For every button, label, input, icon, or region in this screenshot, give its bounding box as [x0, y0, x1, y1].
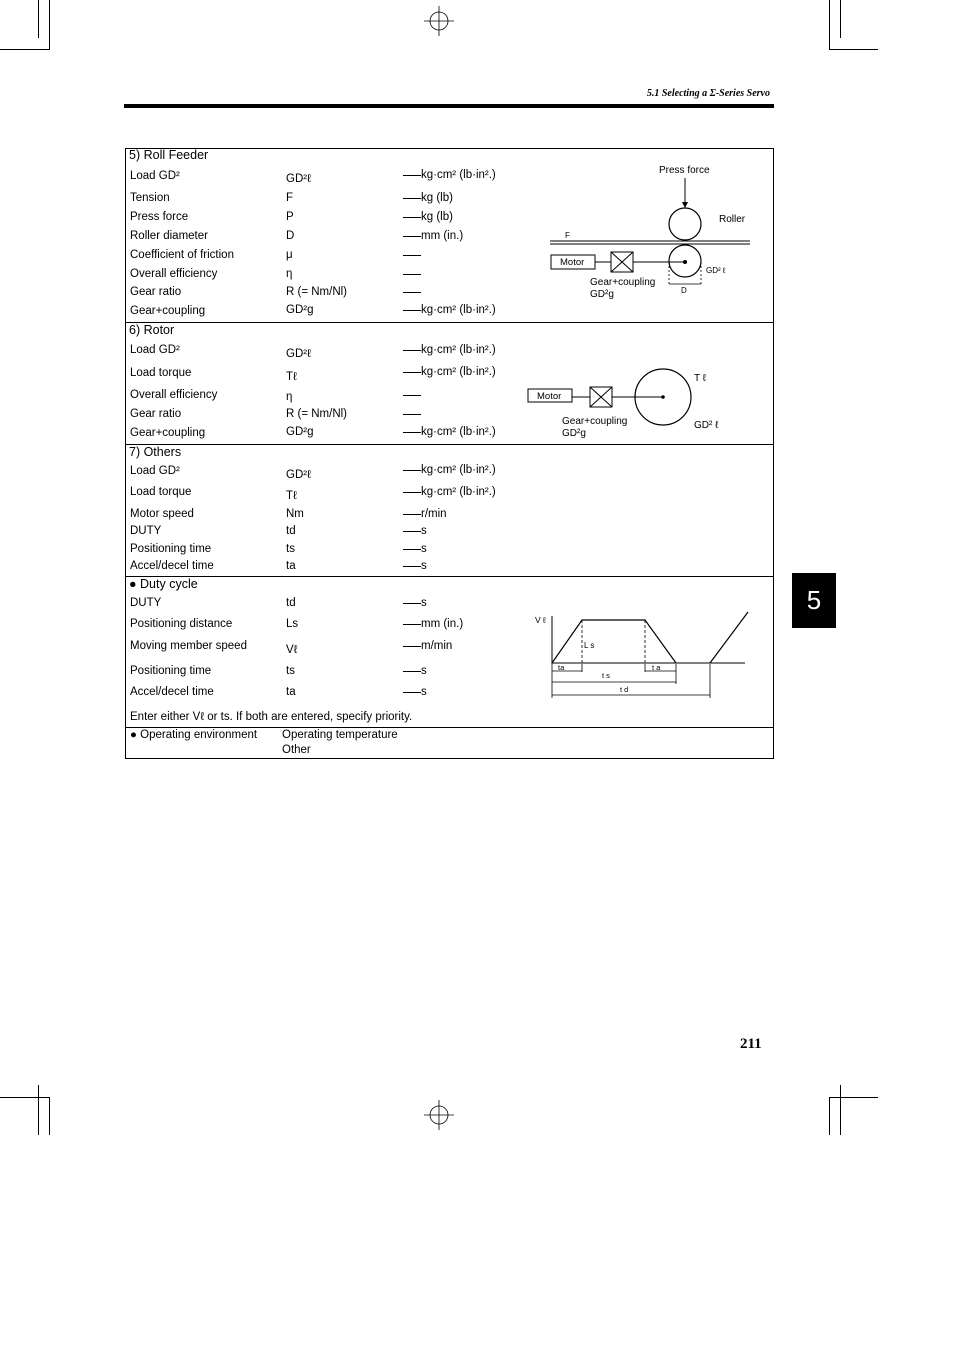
section-title-roll-feeder: 5) Roll Feeder [129, 148, 209, 162]
row-unit [403, 389, 421, 402]
row-symbol: GD²ℓ [286, 173, 311, 185]
gd-load-label: GD² ℓ [706, 266, 726, 275]
row-label: Gear+coupling [130, 305, 206, 317]
row-unit: kg (lb) [403, 211, 453, 224]
running-header: 5.1 Selecting a Σ-Series Servo [646, 88, 770, 99]
row-unit: kg·cm² (lb·in².) [403, 486, 496, 499]
row-symbol: Nm [286, 508, 304, 520]
upper-roller [669, 208, 701, 240]
registration-mark [424, 1100, 454, 1130]
section-title-duty-cycle: ● Duty cycle [129, 577, 198, 591]
section-divider [125, 576, 774, 577]
row-unit: kg·cm² (lb·in².) [403, 366, 496, 379]
row-unit: s [403, 525, 427, 538]
duty-cycle-note: Enter either Vℓ or ts. If both are entered, specify priority. [130, 711, 413, 723]
registration-mark [424, 6, 454, 36]
row-unit: s [403, 665, 427, 678]
positioning-time-label: t s [602, 671, 610, 680]
arrow-head [682, 202, 688, 208]
trapezoid-profile [552, 620, 676, 663]
diameter-label: D [681, 286, 687, 295]
section-title-others: 7) Others [129, 445, 182, 459]
row-symbol: td [286, 597, 296, 609]
row-symbol: ts [286, 543, 295, 555]
row-unit: s [403, 686, 427, 699]
row-label: Coefficient of friction [130, 249, 234, 261]
row-symbol: μ [286, 249, 293, 261]
row-symbol: ts [286, 665, 295, 677]
press-force-label: Press force [659, 165, 710, 176]
row-label: Moving member speed [130, 640, 247, 652]
rotor-diagram [525, 362, 740, 442]
row-unit: s [403, 560, 427, 573]
row-symbol: GD²g [286, 426, 314, 438]
gear-coupling-label: Gear+coupling [562, 416, 628, 427]
row-label: Gear ratio [130, 286, 182, 298]
row-unit: r/min [403, 508, 447, 521]
row-symbol: Tℓ [286, 371, 297, 383]
row-unit: s [403, 597, 427, 610]
row-symbol: D [286, 230, 295, 242]
row-label: Load GD² [130, 344, 180, 356]
row-symbol: F [286, 192, 294, 204]
next-cycle-ramp [710, 612, 748, 663]
row-unit: kg·cm² (lb·in².) [403, 304, 496, 317]
row-unit [403, 249, 421, 262]
motor-label: Motor [560, 257, 585, 268]
section-divider [125, 322, 774, 323]
decel-time-label: t a [652, 663, 661, 672]
row-unit: s [403, 543, 427, 556]
row-symbol: Ls [286, 618, 299, 630]
section-divider [125, 727, 774, 728]
row-symbol: Vℓ [286, 644, 298, 656]
row-label: Load torque [130, 486, 192, 498]
row-unit [403, 408, 421, 421]
row-label: Load GD² [130, 170, 180, 182]
row-label: Accel/decel time [130, 686, 214, 698]
row-label: Accel/decel time [130, 560, 214, 572]
row-symbol: GD²ℓ [286, 469, 311, 481]
row-label: Roller diameter [130, 230, 208, 242]
torque-label: T ℓ [694, 373, 706, 384]
row-label: Overall efficiency [130, 389, 218, 401]
row-label: Tension [130, 192, 170, 204]
row-label: Load torque [130, 367, 192, 379]
roll-feeder-diagram [545, 160, 760, 305]
speed-profile-diagram [530, 608, 755, 703]
row-unit: mm (in.) [403, 230, 463, 243]
section-divider [125, 444, 774, 445]
row-unit: kg·cm² (lb·in².) [403, 344, 496, 357]
row-unit [403, 286, 421, 299]
row-symbol: η [286, 391, 293, 403]
row-label: Positioning time [130, 543, 212, 555]
row-label: Motor speed [130, 508, 194, 520]
environment-item: Other [282, 744, 311, 756]
row-unit: m/min [403, 640, 452, 653]
row-symbol: R (= Nm/Nl) [286, 408, 348, 420]
row-symbol: Tℓ [286, 490, 297, 502]
roller-label: Roller [719, 214, 746, 225]
row-symbol: GD²ℓ [286, 348, 311, 360]
accel-time-label: ta [558, 663, 565, 672]
tension-label: F [565, 231, 570, 240]
row-label: Gear+coupling [130, 427, 206, 439]
row-label: DUTY [130, 597, 162, 609]
row-symbol: td [286, 525, 296, 537]
motor-label: Motor [537, 391, 562, 402]
row-label: Overall efficiency [130, 268, 218, 280]
row-unit: kg·cm² (lb·in².) [403, 464, 496, 477]
row-unit: kg·cm² (lb·in².) [403, 169, 496, 182]
page-number: 211 [740, 1036, 762, 1052]
duty-time-label: t d [620, 685, 629, 694]
environment-item: Operating temperature [282, 729, 398, 741]
gd-load-label: GD² ℓ [694, 420, 719, 431]
section-title-rotor: 6) Rotor [129, 323, 175, 337]
row-label: Gear ratio [130, 408, 182, 420]
row-unit: mm (in.) [403, 618, 463, 631]
row-symbol: ta [286, 686, 296, 698]
row-label: Positioning distance [130, 618, 233, 630]
row-symbol: P [286, 211, 294, 223]
row-symbol: R (= Nm/Nl) [286, 286, 348, 298]
operating-environment-label: ● Operating environment [130, 729, 258, 741]
row-symbol: η [286, 268, 293, 280]
row-symbol: ta [286, 560, 296, 572]
row-symbol: GD²g [286, 304, 314, 316]
speed-label: V ℓ [535, 615, 546, 625]
chapter-tab: 5 [792, 573, 836, 628]
gd-gear-label: GD²g [590, 289, 614, 300]
row-unit [403, 268, 421, 281]
distance-label: L s [584, 641, 595, 650]
row-label: Press force [130, 211, 189, 223]
header-rule [124, 104, 774, 108]
row-label: Positioning time [130, 665, 212, 677]
gd-gear-label: GD²g [562, 428, 586, 439]
row-unit: kg·cm² (lb·in².) [403, 426, 496, 439]
gear-coupling-label: Gear+coupling [590, 277, 656, 288]
row-label: DUTY [130, 525, 162, 537]
row-label: Load GD² [130, 465, 180, 477]
row-unit: kg (lb) [403, 192, 453, 205]
